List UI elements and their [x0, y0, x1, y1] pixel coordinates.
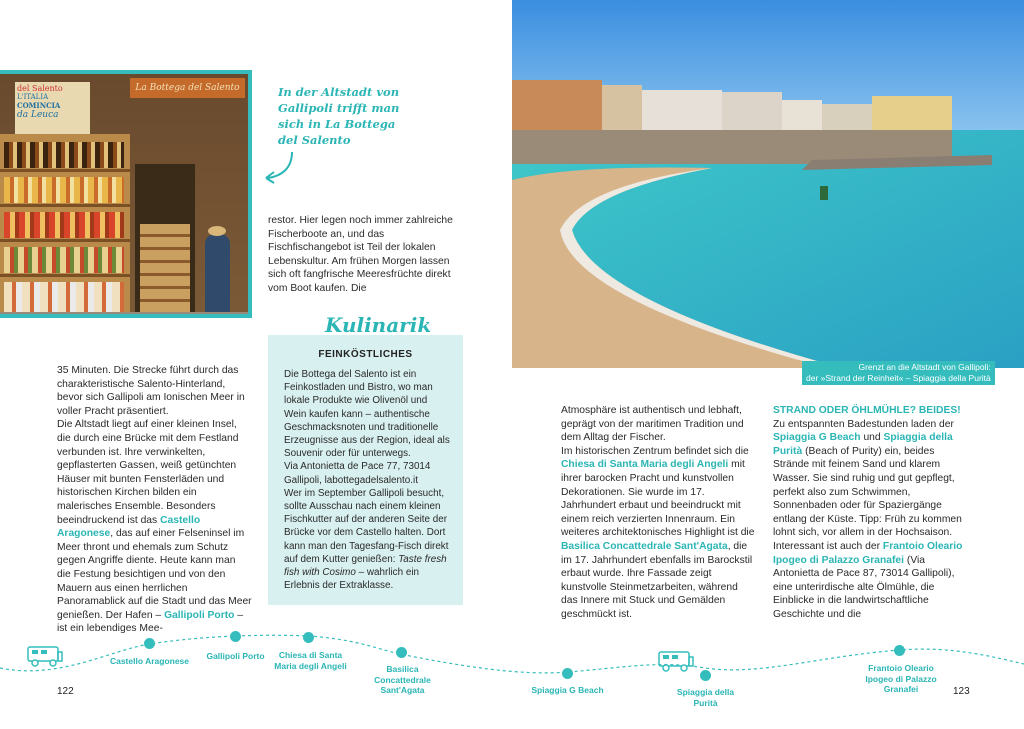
camper-van-icon	[657, 648, 695, 672]
link-castello-aragonese[interactable]: Castello Aragonese	[57, 514, 201, 540]
paragraph: Interessant ist auch der Frantoio Oleario Ipogeo di Palazzo Granafei (Via Antonietta de Pace 87, 73014 Gallipoli), eine unterirdische alte Ölmühle, die Einblicke in die landwirtschaftliche Geschichte und die	[773, 540, 963, 620]
route-stop-dot[interactable]	[144, 638, 155, 649]
beach-photo-caption: Grenzt an die Altstadt von Gallipoli: der »Strand der Reinheit« – Spiaggia della Purità	[802, 361, 995, 385]
paragraph: Im historischen Zentrum befindet sich die Chiesa di Santa Maria degli Angeli mit ihrer barocken Pracht und kunstvollen Dekorationen. Sie wurde im 17. Jahrhundert erbaut und beeindruckt mit einem reich verzierten Innenraum. Ein weiteres architektonisches Highlight ist die Basilica Concattedrale Sant'Agata, die im 17. Jahrhundert ebenfalls im Barockstil erbaut wurde. Ihre Fassade zeigt kunstvolle Steinmetzarbeiten, während das Innere mit Stuck und Gemälden geschmückt ist.	[561, 445, 755, 620]
route-label: Frantoio Oleario Ipogeo di Palazzo Granafei	[865, 663, 937, 694]
shop-sign-left: del Salento L'ITALIA COMINCIA da Leuca	[15, 82, 90, 134]
curved-arrow-icon	[262, 150, 296, 184]
paragraph: Die Altstadt liegt auf einer kleinen Insel, die durch eine Brücke mit dem Festland verbunden ist. Ihre verwinkelten, gepflasterten Gassen, weiß getünchten Häuser mit bunten Fensterläden und historischen Kirchen bilden ein malerisches Ensemble. Besonders beeindruckend ist das Castello Aragonese, das auf einer Felseninsel im Meer thront und ehemals zum Schutz gegen Angriffe diente. Heute kann man die Festung besichtigen und von den Mauern aus einen herrlichen Panoramablick auf die Stadt und das Meer genießen. Der Hafen – Gallipoli Porto – ist ein lebendiges Mee-	[57, 419, 252, 635]
route-stop-dot[interactable]	[700, 670, 711, 681]
camper-van-icon	[26, 643, 64, 667]
person-figure	[205, 234, 230, 314]
link-gallipoli-porto[interactable]: Gallipoli Porto	[164, 609, 235, 621]
link-chiesa-santa-maria[interactable]: Chiesa di Santa Maria degli Angeli	[561, 459, 729, 471]
route-label: Chiesa di Santa Maria degli Angeli	[274, 650, 347, 671]
info-box-subtitle: FEINKÖSTLICHES	[318, 349, 413, 360]
route-label: Basilica Concattedrale Sant'Agata	[374, 664, 431, 695]
route-label: Gallipoli Porto	[206, 651, 265, 661]
route-stop-dot[interactable]	[894, 645, 905, 656]
page-number-right: 123	[953, 686, 970, 697]
section-heading: STRAND ODER ÖHLMÜHLE? BEIDES!	[773, 405, 961, 416]
route-stop-dot[interactable]	[230, 631, 241, 642]
link-spiaggia-purita[interactable]: Spiaggia della Purità	[773, 432, 953, 457]
route-label: Castello Aragonese	[109, 656, 190, 666]
left-column-2: restor. Hier legen noch immer zahlreiche Fischerboote an, und das Fischfischangebot ist Teil der lokalen Lebenskultur. Am frühen Morgen lassen sich oft fangfrische Meeresfrüchte direkt vom Boot kaufen. Die	[268, 215, 453, 294]
link-frantoio-oleario[interactable]: Frantoio Oleario Ipogeo di Palazzo Granafei	[773, 540, 963, 566]
address: Via Antonietta de Pace 77, 73014 Gallipoli, labottegadelsalento.it	[284, 461, 431, 486]
left-column-1	[57, 364, 252, 636]
paragraph: 35 Minuten. Die Strecke führt durch das charakteristische Salento-Hinterland, bevor sich Gallipoli am Ionischen Meer in voller Pracht präsentiert.	[57, 365, 245, 417]
route-stop-dot[interactable]	[396, 647, 407, 658]
beach-photo	[512, 0, 1024, 368]
info-box-title: Kulinarik	[325, 313, 432, 337]
page-number-left: 122	[57, 686, 74, 697]
info-box-text: Die Bottega del Salento ist ein Feinkostladen und Bistro, wo man lokale Produkte wie Olivenöl und Wein kaufen kann – authentische Geschmacksnoten und traditionelle Erzeugnisse aus der Region, ideal als Souvenir oder für unterwegs. Via Antonietta de Pace 77, 73014 Gallipoli, labottegadelsalento.it Wer im September Gallipoli besucht, sollte Ausschau nach einem kleinen Fischkutter auf der anderen Seite der Brücke vor dem Castello halten. Dort kann man den Tagesfang-Fisch direkt auf dem Kutter genießen: Taste fresh fish with Cosimo – wahrlich ein Erlebnis der Extraklasse.	[284, 368, 452, 592]
route-label: Spiaggia della Purità	[676, 687, 735, 708]
paragraph: Zu entspannten Badestunden laden der Spiaggia G Beach und Spiaggia della Purità (Beach of Purity) ein, beides Strände mit feinem Sand und klarem Wasser. Sie sind ruhig und gut gepflegt, perfekt also zum Schwimmen, Sonnenbaden oder für Spaziergänge entlang der Küste. Tipp: Früh zu kommen lohnt sich, vor allem in der Hochsaison.	[773, 418, 962, 539]
right-column-1	[561, 404, 756, 622]
link-basilica-santagata[interactable]: Basilica Concattedrale Sant'Agata	[561, 540, 728, 552]
route-stop-dot[interactable]	[303, 632, 314, 643]
shop-photo	[0, 70, 252, 318]
route-stop-dot[interactable]	[562, 668, 573, 679]
photo-caption-script: In der Altstadt von Gallipoli trifft man sich in La Bottega del Salento	[278, 85, 400, 147]
shop-sign-top: La Bottega del Salento	[130, 78, 245, 98]
route-label: Spiaggia G Beach	[531, 685, 604, 695]
right-column-2	[773, 404, 968, 622]
paragraph: Atmosphäre ist authentisch und lebhaft, geprägt von der maritimen Tradition und dem Alltag der Fischer.	[561, 405, 744, 444]
link-spiaggia-g-beach[interactable]: Spiaggia G Beach	[773, 432, 861, 444]
